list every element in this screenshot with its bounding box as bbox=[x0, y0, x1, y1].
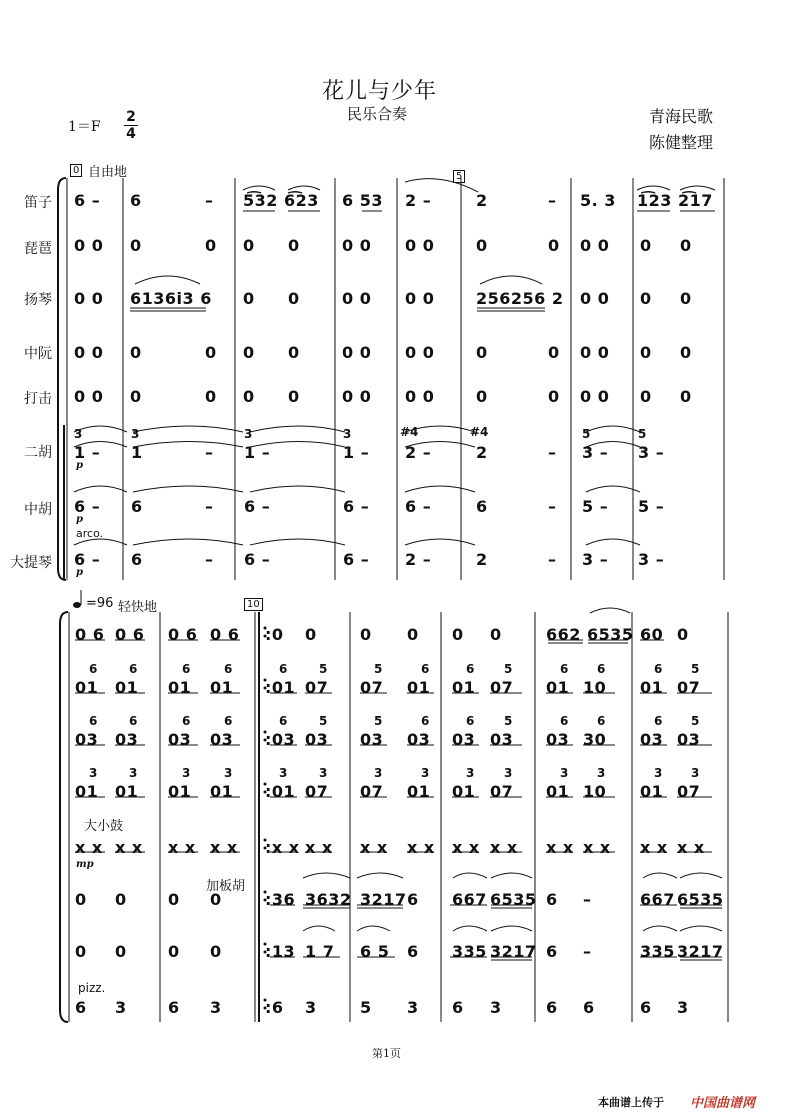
upper-note: 6 bbox=[129, 662, 138, 676]
note-cell: :0 bbox=[265, 625, 284, 644]
note-cell: – bbox=[205, 191, 214, 210]
note-cell: 662 6535 bbox=[546, 625, 634, 644]
note-cell: 6 – bbox=[244, 497, 271, 516]
note-cell: 0 bbox=[75, 942, 87, 961]
note-cell: 0 0 bbox=[580, 343, 610, 362]
note-cell: 0 0 bbox=[405, 343, 435, 362]
note-cell: 01 bbox=[640, 678, 664, 697]
note-cell: 6 bbox=[407, 942, 419, 961]
note-cell: 01 bbox=[210, 782, 234, 801]
score-title: 花儿与少年 bbox=[322, 79, 438, 104]
upper-note: 6 bbox=[89, 662, 98, 676]
note-cell: 1 7 bbox=[305, 942, 335, 961]
note-cell: 07 bbox=[677, 678, 701, 697]
note-cell: 6 – bbox=[343, 550, 370, 569]
note-cell: x x bbox=[640, 838, 668, 857]
note-cell: 0 bbox=[305, 625, 317, 644]
upper-note: 6 bbox=[421, 714, 430, 728]
note-cell: 0 bbox=[288, 387, 300, 406]
upper-note: 3 bbox=[597, 766, 606, 780]
note-cell: 01 bbox=[452, 782, 476, 801]
note-cell: #4 bbox=[470, 425, 489, 439]
note-cell: 0 0 bbox=[342, 289, 372, 308]
note-cell: – bbox=[548, 550, 557, 569]
upper-note: 6 bbox=[654, 662, 663, 676]
note-cell: 03 bbox=[168, 730, 192, 749]
upper-note: 3 bbox=[654, 766, 663, 780]
tempo-freely: 自由地 bbox=[88, 165, 128, 180]
note-cell: 0 bbox=[243, 343, 255, 362]
upper-note: 6 bbox=[597, 714, 606, 728]
note-cell: 0 0 bbox=[74, 343, 104, 362]
score-subtitle: 民乐合奏 bbox=[347, 105, 408, 123]
note-cell: 5͡32 6͡23 bbox=[243, 191, 319, 210]
note-cell: 3 bbox=[244, 427, 253, 441]
note-cell: #4 bbox=[400, 425, 419, 439]
note-cell: 256256 2 bbox=[476, 289, 564, 308]
note-cell: 1͡23 2͡17 bbox=[637, 191, 713, 210]
note-cell: 0 0 bbox=[580, 289, 610, 308]
note-cell: 0 0 bbox=[405, 289, 435, 308]
dynamic-p-cello: p bbox=[76, 567, 83, 578]
upper-note: 5 bbox=[319, 662, 328, 676]
note-cell: 5 – bbox=[582, 497, 609, 516]
percussion-label: 大小鼓 bbox=[84, 819, 124, 834]
pizz-mark: pizz. bbox=[78, 981, 106, 995]
note-cell: 0 bbox=[640, 387, 652, 406]
note-cell: 0 bbox=[640, 236, 652, 255]
upper-note: 6 bbox=[89, 714, 98, 728]
note-cell: – bbox=[205, 497, 214, 516]
note-cell: 01 bbox=[75, 678, 99, 697]
note-cell: 2 bbox=[476, 550, 488, 569]
upper-note: 3 bbox=[691, 766, 700, 780]
note-cell: 0 6 bbox=[115, 625, 145, 644]
instrument-dizi: 笛子 bbox=[24, 195, 52, 211]
note-cell: 0 bbox=[130, 236, 142, 255]
note-cell: 01 bbox=[168, 782, 192, 801]
note-cell: – bbox=[583, 890, 592, 909]
note-cell: 3 – bbox=[582, 443, 609, 462]
note-cell: – bbox=[548, 497, 557, 516]
upper-note: 3 bbox=[466, 766, 475, 780]
note-cell: 0 bbox=[288, 343, 300, 362]
instrument-yangqin: 扬琴 bbox=[24, 292, 52, 308]
note-cell: 01 bbox=[407, 782, 431, 801]
note-cell: 0 bbox=[243, 236, 255, 255]
dynamic-p-zhonghu: p bbox=[76, 514, 83, 525]
note-cell: 3 bbox=[210, 998, 222, 1017]
upper-note: 6 bbox=[466, 714, 475, 728]
note-cell: 0 bbox=[680, 343, 692, 362]
note-cell: 0 bbox=[130, 387, 142, 406]
note-cell: 0 bbox=[205, 387, 217, 406]
page-number: 第1页 bbox=[372, 1047, 401, 1060]
note-cell: 6 bbox=[583, 998, 595, 1017]
note-cell: 6 bbox=[168, 998, 180, 1017]
upper-note: 5 bbox=[691, 662, 700, 676]
note-cell: 2 – bbox=[405, 443, 432, 462]
note-cell: – bbox=[583, 942, 592, 961]
note-cell: – bbox=[205, 550, 214, 569]
note-cell: 0 bbox=[168, 942, 180, 961]
upper-note: 6 bbox=[224, 714, 233, 728]
note-cell: 3 bbox=[343, 427, 352, 441]
note-cell: 6 bbox=[640, 998, 652, 1017]
note-cell: 03 bbox=[546, 730, 570, 749]
note-cell: 3 bbox=[490, 998, 502, 1017]
rehearsal-mark-10: 10 bbox=[244, 598, 263, 611]
note-cell: 3 – bbox=[582, 550, 609, 569]
note-cell: 03 bbox=[115, 730, 139, 749]
instrument-zhonghu: 中胡 bbox=[24, 502, 52, 518]
upper-note: 6 bbox=[182, 662, 191, 676]
note-cell: x x bbox=[210, 838, 238, 857]
note-cell: 0 bbox=[452, 625, 464, 644]
note-cell: 0 0 bbox=[580, 236, 610, 255]
note-cell: 60 bbox=[640, 625, 664, 644]
note-cell: 667 bbox=[452, 890, 487, 909]
note-cell: 1 – bbox=[343, 443, 370, 462]
upper-note: 3 bbox=[182, 766, 191, 780]
note-cell: 0 bbox=[205, 343, 217, 362]
upper-note: 3 bbox=[374, 766, 383, 780]
note-cell: 335 bbox=[640, 942, 675, 961]
note-cell: 0 bbox=[490, 625, 502, 644]
note-cell: 0 bbox=[205, 236, 217, 255]
note-cell: 01 bbox=[640, 782, 664, 801]
note-cell: 0 bbox=[680, 236, 692, 255]
note-cell: 0 0 bbox=[342, 236, 372, 255]
arco-mark: arco. bbox=[76, 527, 104, 540]
note-cell: 10 bbox=[583, 782, 607, 801]
note-cell: 6 – bbox=[74, 191, 101, 210]
note-cell: x x bbox=[490, 838, 518, 857]
note-cell: 0 0 bbox=[580, 387, 610, 406]
note-cell: :03 bbox=[265, 730, 296, 749]
note-cell: 6 bbox=[546, 998, 558, 1017]
note-cell: 6 bbox=[546, 890, 558, 909]
time-top: 2 bbox=[126, 109, 136, 125]
note-cell: 03 bbox=[490, 730, 514, 749]
upper-note: 3 bbox=[279, 766, 288, 780]
note-cell: 6 5 bbox=[360, 942, 390, 961]
dynamic-mp: mp bbox=[76, 859, 94, 870]
upload-credit: 本曲谱上传于 bbox=[598, 1096, 664, 1109]
note-cell: 0 bbox=[640, 343, 652, 362]
note-cell: :01 bbox=[265, 782, 296, 801]
note-cell: – bbox=[205, 443, 214, 462]
note-cell: :6 bbox=[265, 998, 284, 1017]
key-signature: 1＝F bbox=[68, 119, 101, 135]
upper-note: 5 bbox=[504, 714, 513, 728]
note-cell: – bbox=[548, 191, 557, 210]
note-cell: 6 53 bbox=[342, 191, 383, 210]
note-cell: 0 bbox=[75, 890, 87, 909]
note-cell: 0 bbox=[360, 625, 372, 644]
note-cell: 03 bbox=[210, 730, 234, 749]
note-cell: 0 bbox=[407, 625, 419, 644]
note-cell: 03 bbox=[677, 730, 701, 749]
note-cell: 0 0 bbox=[74, 236, 104, 255]
instrument-zhongruan: 中阮 bbox=[24, 346, 52, 362]
time-bottom: 4 bbox=[126, 126, 136, 142]
note-cell: :13 bbox=[265, 942, 296, 961]
note-cell: 6 – bbox=[74, 550, 101, 569]
upper-note: 3 bbox=[504, 766, 513, 780]
note-cell: 3 bbox=[677, 998, 689, 1017]
note-cell: 6 – bbox=[74, 497, 101, 516]
dynamic-p-erhu: p bbox=[76, 460, 83, 471]
note-cell: 01 bbox=[546, 678, 570, 697]
note-cell: 0 bbox=[243, 289, 255, 308]
note-cell: 3 bbox=[131, 427, 140, 441]
note-cell: 0 bbox=[680, 289, 692, 308]
upper-note: 6 bbox=[129, 714, 138, 728]
note-cell: 0 0 bbox=[405, 236, 435, 255]
note-cell: 07 bbox=[490, 678, 514, 697]
upper-note: 5 bbox=[374, 662, 383, 676]
note-cell: :01 bbox=[265, 678, 296, 697]
note-cell: 3217 bbox=[360, 890, 407, 909]
note-cell: – bbox=[548, 443, 557, 462]
note-cell: x x bbox=[407, 838, 435, 857]
note-cell: 6 bbox=[131, 497, 143, 516]
note-cell: 01 bbox=[452, 678, 476, 697]
note-cell: 03 bbox=[360, 730, 384, 749]
note-cell: 5 bbox=[638, 427, 647, 441]
note-cell: 03 bbox=[75, 730, 99, 749]
upper-note: 5 bbox=[374, 714, 383, 728]
note-cell: 03 bbox=[407, 730, 431, 749]
note-cell: 0 6 bbox=[210, 625, 240, 644]
note-cell: 01 bbox=[546, 782, 570, 801]
note-cell: 6 bbox=[75, 998, 87, 1017]
note-cell: x x bbox=[115, 838, 143, 857]
instrument-erhu: 二胡 bbox=[24, 445, 52, 461]
note-cell: 07 bbox=[360, 678, 384, 697]
note-cell: 3 bbox=[74, 427, 83, 441]
site-logo[interactable]: 中国曲谱网 bbox=[690, 1096, 756, 1111]
note-cell: 2 bbox=[476, 443, 488, 462]
note-cell: 6 bbox=[407, 890, 419, 909]
note-cell: 30 bbox=[583, 730, 607, 749]
note-cell: 6 – bbox=[405, 497, 432, 516]
note-cell: 0 0 bbox=[342, 343, 372, 362]
note-cell: 0 bbox=[210, 890, 222, 909]
note-cell: 0 bbox=[243, 387, 255, 406]
note-cell: 0 bbox=[476, 236, 488, 255]
rehearsal-mark-5: 5 bbox=[453, 170, 465, 183]
upper-note: 5 bbox=[691, 714, 700, 728]
note-cell: 01 bbox=[407, 678, 431, 697]
note-cell: 0 0 bbox=[405, 387, 435, 406]
note-cell: 3217 bbox=[490, 942, 537, 961]
note-cell: 01 bbox=[115, 678, 139, 697]
note-cell: 2 – bbox=[405, 191, 432, 210]
note-cell: 0 bbox=[476, 387, 488, 406]
note-cell: 5 bbox=[360, 998, 372, 1017]
upper-note: 3 bbox=[129, 766, 138, 780]
note-cell: x x bbox=[452, 838, 480, 857]
upper-note: 6 bbox=[279, 714, 288, 728]
note-cell: 3 – bbox=[638, 443, 665, 462]
note-cell: 1 – bbox=[244, 443, 271, 462]
note-cell: 07 bbox=[360, 782, 384, 801]
note-cell: :x x bbox=[265, 838, 300, 857]
note-cell: 6 bbox=[546, 942, 558, 961]
note-cell: 0 bbox=[548, 236, 560, 255]
note-cell: x x bbox=[360, 838, 388, 857]
note-cell: 6535 bbox=[677, 890, 724, 909]
note-cell: 07 bbox=[677, 782, 701, 801]
tempo-lively: 轻快地 bbox=[118, 600, 158, 615]
note-cell: 5 bbox=[582, 427, 591, 441]
tempo-96: =96 bbox=[86, 596, 114, 611]
note-cell: 5 – bbox=[638, 497, 665, 516]
note-cell: 1 bbox=[131, 443, 143, 462]
note-cell: 03 bbox=[452, 730, 476, 749]
note-cell: 0 bbox=[130, 343, 142, 362]
note-cell: 2 – bbox=[405, 550, 432, 569]
note-cell: 3 – bbox=[638, 550, 665, 569]
upper-note: 3 bbox=[560, 766, 569, 780]
note-cell: x x bbox=[75, 838, 103, 857]
note-cell: 3 bbox=[115, 998, 127, 1017]
song-origin: 青海民歌 bbox=[649, 107, 714, 126]
note-cell: 6 bbox=[452, 998, 464, 1017]
note-cell: 2 bbox=[476, 191, 488, 210]
note-cell: 07 bbox=[305, 782, 329, 801]
note-cell: 01 bbox=[115, 782, 139, 801]
arranger: 陈健整理 bbox=[649, 133, 714, 152]
note-cell: 3 bbox=[305, 998, 317, 1017]
upper-note: 5 bbox=[504, 662, 513, 676]
note-cell: x x bbox=[677, 838, 705, 857]
note-cell: 01 bbox=[210, 678, 234, 697]
note-cell: 6535 bbox=[490, 890, 537, 909]
note-cell: 07 bbox=[305, 678, 329, 697]
note-cell: 0 bbox=[677, 625, 689, 644]
upper-note: 6 bbox=[560, 714, 569, 728]
note-cell: 0 bbox=[288, 236, 300, 255]
rehearsal-mark-0: 0 bbox=[70, 164, 82, 177]
upper-note: 6 bbox=[560, 662, 569, 676]
note-cell: 6 bbox=[476, 497, 488, 516]
jiaban-label: 加板胡 bbox=[206, 879, 246, 894]
note-cell: 3 bbox=[407, 998, 419, 1017]
upper-note: 6 bbox=[182, 714, 191, 728]
note-cell: 335 bbox=[452, 942, 487, 961]
note-cell: 0 bbox=[210, 942, 222, 961]
instrument-cello: 大提琴 bbox=[10, 555, 52, 571]
upper-note: 6 bbox=[421, 662, 430, 676]
upper-note: 5 bbox=[319, 714, 328, 728]
note-cell: 0 0 bbox=[74, 387, 104, 406]
note-cell: 0 bbox=[548, 387, 560, 406]
note-cell: 6136i3 6 bbox=[130, 289, 212, 308]
note-cell: 03 bbox=[305, 730, 329, 749]
note-cell: 6 bbox=[130, 191, 142, 210]
note-cell: 0 bbox=[115, 890, 127, 909]
note-cell: 01 bbox=[75, 782, 99, 801]
note-cell: 667 bbox=[640, 890, 675, 909]
note-cell: 3632 bbox=[305, 890, 352, 909]
note-cell: x x bbox=[168, 838, 196, 857]
upper-note: 6 bbox=[466, 662, 475, 676]
upper-note: 6 bbox=[654, 714, 663, 728]
note-cell: 10 bbox=[583, 678, 607, 697]
upper-note: 3 bbox=[89, 766, 98, 780]
note-cell: 1 – bbox=[74, 443, 101, 462]
upper-note: 6 bbox=[224, 662, 233, 676]
upper-note: 3 bbox=[224, 766, 233, 780]
note-cell: 3217 bbox=[677, 942, 724, 961]
note-cell: 0 0 bbox=[74, 289, 104, 308]
upper-note: 6 bbox=[279, 662, 288, 676]
note-cell: 6 bbox=[131, 550, 143, 569]
note-cell: 6 – bbox=[343, 497, 370, 516]
note-cell: 5. 3 bbox=[580, 191, 616, 210]
note-cell: 0 bbox=[115, 942, 127, 961]
note-cell: 0 bbox=[548, 343, 560, 362]
note-cell: 0 bbox=[476, 343, 488, 362]
note-cell: 03 bbox=[640, 730, 664, 749]
upper-note: 3 bbox=[319, 766, 328, 780]
note-cell: 0 0 bbox=[342, 387, 372, 406]
note-cell: x x bbox=[305, 838, 333, 857]
note-cell: 6 – bbox=[244, 550, 271, 569]
instrument-pipa: 琵琶 bbox=[24, 241, 52, 257]
note-cell: x x bbox=[583, 838, 611, 857]
note-cell: 07 bbox=[490, 782, 514, 801]
upper-note: 3 bbox=[421, 766, 430, 780]
note-cell: 0 bbox=[680, 387, 692, 406]
note-cell: 0 6 bbox=[168, 625, 198, 644]
upper-note: 6 bbox=[597, 662, 606, 676]
note-cell: :36 bbox=[265, 890, 296, 909]
note-cell: x x bbox=[546, 838, 574, 857]
instrument-percussion: 打击 bbox=[24, 391, 52, 407]
note-cell: 0 bbox=[640, 289, 652, 308]
note-cell: 0 bbox=[288, 289, 300, 308]
note-cell: 0 6 bbox=[75, 625, 105, 644]
note-cell: 0 bbox=[168, 890, 180, 909]
note-cell: 01 bbox=[168, 678, 192, 697]
